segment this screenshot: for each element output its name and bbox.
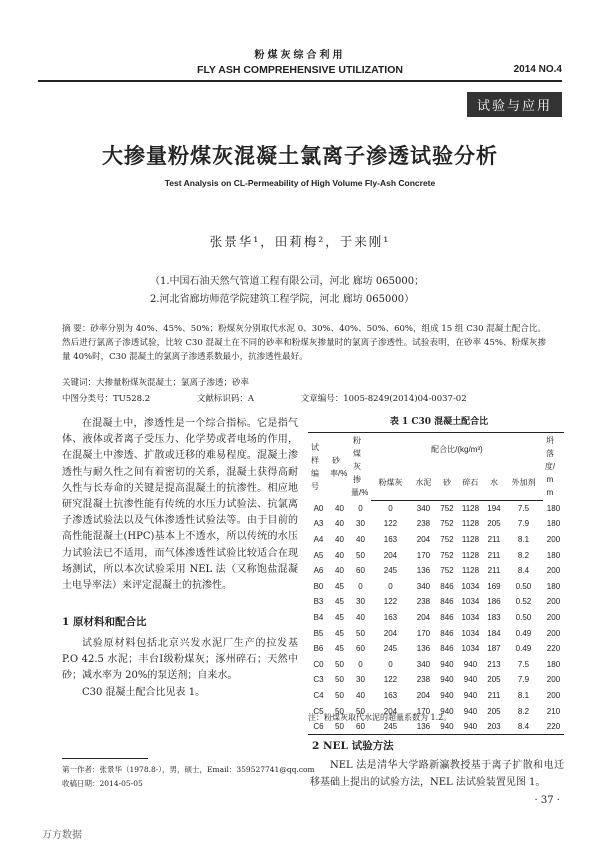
table-cell: 1034: [461, 628, 480, 638]
table-cell: 40: [356, 612, 365, 622]
table-cell: 30: [356, 519, 365, 529]
table-cell: 0: [388, 659, 393, 669]
table-cell: 40: [335, 550, 344, 560]
table-cell: 200: [546, 566, 561, 576]
table-cell: 45: [335, 644, 344, 654]
table-cell: 245: [383, 566, 398, 576]
sub-header: 外加剂: [504, 466, 543, 500]
table-cell: 170: [416, 628, 431, 638]
table-cell: 940: [440, 675, 454, 685]
table-cell: 205: [487, 675, 501, 685]
table-cell: B4: [313, 612, 324, 622]
table-cell: 200: [546, 675, 561, 685]
table-title: 表 1 C30 混凝土配合比: [389, 417, 489, 427]
table-cell: 7.5: [517, 659, 530, 669]
issue-number: 2014 NO.4: [513, 64, 562, 75]
table-cell: 50: [329, 719, 350, 735]
table-cell: 40: [335, 519, 344, 529]
sub-header: 水泥: [410, 466, 437, 500]
affiliation-2: 2.河北省廊坊师范学院建筑工程学院，河北 廊坊 065000）: [150, 294, 415, 305]
table-cell: 204: [383, 628, 398, 638]
table-cell: 186: [487, 597, 501, 607]
table-row: [308, 610, 564, 626]
table-cell: 136: [416, 644, 431, 654]
table-cell: 1128: [461, 534, 480, 544]
table-cell: 203: [484, 719, 504, 735]
table-cell: 940: [437, 719, 457, 735]
table-cell: 183: [487, 612, 501, 622]
table-row: [308, 625, 564, 641]
table-cell: 204: [383, 706, 398, 716]
table-cell: 50: [335, 675, 344, 685]
table-cell: 1034: [461, 597, 480, 607]
table-cell: 163: [383, 690, 398, 700]
header-rule: [38, 80, 562, 82]
table-cell: 200: [546, 690, 561, 700]
table-cell: 7.9: [517, 519, 530, 529]
table-cell: 200: [546, 628, 561, 638]
table-row: [308, 500, 564, 516]
table-cell: 8.4: [517, 566, 530, 576]
table-cell: 0: [358, 581, 363, 591]
table-cell: A3: [313, 519, 324, 529]
table-cell: B5: [313, 628, 324, 638]
journal-name-en: FLY ASH COMPREHENSIVE UTILIZATION: [197, 64, 403, 76]
table-cell: 211: [487, 690, 501, 700]
table-cell: 204: [416, 612, 431, 622]
doc-code: 文献标识码：A: [196, 394, 255, 404]
table-cell: 211: [487, 566, 501, 576]
col-header-mix: 配合比/(kg/m³): [371, 433, 543, 467]
intro-paragraph: 在混凝土中，渗透性是一个综合指标。它是指气体、液体或者离子受压力、化学势或者电场的作用，在混凝土中渗透、扩散或迁移的难易程度。混凝土渗透性与耐久性之间有着密切的关系，混凝土获得高耐久性与长寿命的关键是提高混凝土的抗渗性。相应地研究混凝土抗渗性能有传统的水压力试验法、抗氯离子渗透试验法以及气体渗透性试验法等。由于目前的高性能混凝土(HPC)基本上不透水，所以传统的水压力试验法已不适用，而气体渗透性试验比较适合在现场测试，所以本次试验采用 NEL 法（又称饱盐混凝土电导率法）来评定混凝土的抗渗性。: [62, 418, 298, 592]
table-cell: 50: [335, 659, 344, 669]
table-cell: 340: [416, 659, 431, 669]
table-cell: 200: [546, 597, 561, 607]
table-cell: 122: [383, 597, 398, 607]
table-row: [308, 594, 564, 610]
table-cell: 752: [440, 534, 454, 544]
table-cell: 0: [388, 503, 393, 513]
table-cell: 8.1: [517, 534, 530, 544]
abstract: 摘 要：砂率分别为 40%、45%、50%；粉煤灰分别取代水泥 0、30%、40%、50%、60%，组成 15 组 C30 混凝土配合比。然后进行氯离子渗透试验，比较 C30 混凝土在不同的砂率和粉煤灰掺量时的氯离子渗透性。试验表明，在砂率 45%、粉煤灰掺量 40%时，C30 混凝土的氯离子渗透系数最小，抗渗透性最好。: [62, 324, 546, 362]
table-cell: A0: [313, 503, 324, 513]
table-cell: C0: [313, 659, 324, 669]
section-2-heading: 2 NEL 试验方法: [312, 740, 394, 752]
table-cell: 846: [440, 612, 454, 622]
table-cell: 40: [335, 534, 344, 544]
table-cell: 220: [543, 719, 564, 735]
table-cell: 204: [416, 690, 431, 700]
table-cell: 220: [546, 644, 561, 654]
keywords: 关键词：大掺量粉煤灰混凝土；氯离子渗透；砂率: [62, 378, 250, 388]
table-cell: 8.4: [504, 719, 543, 735]
table-cell: 170: [416, 550, 431, 560]
table-cell: 752: [440, 519, 454, 529]
table-row: [308, 516, 564, 532]
table-cell: 136: [410, 719, 437, 735]
table-cell: 340: [416, 503, 431, 513]
table-cell: 940: [463, 706, 478, 716]
table-cell: A4: [313, 534, 324, 544]
table-cell: 60: [356, 644, 365, 654]
table-cell: 238: [416, 675, 431, 685]
table-cell: C6: [308, 719, 329, 735]
table-cell: 7.9: [517, 675, 530, 685]
table-cell: 940: [457, 719, 484, 735]
table-cell: 245: [383, 644, 398, 654]
table-cell: 846: [440, 597, 454, 607]
table-cell: 8.2: [517, 706, 530, 716]
col-header-flyash: 粉煤灰掺量/%: [350, 436, 369, 497]
paper-title-en: Test Analysis on CL-Permeability of High Volume Fly-Ash Concrete: [164, 178, 436, 188]
table-cell: 50: [356, 706, 365, 716]
table-cell: C4: [313, 690, 324, 700]
sub-header: 水: [484, 466, 504, 500]
table-cell: 213: [487, 659, 501, 669]
table-cell: 205: [487, 519, 501, 529]
table-row: [308, 547, 564, 563]
table-cell: 170: [416, 706, 431, 716]
table-cell: C3: [313, 675, 324, 685]
table-cell: 180: [546, 519, 561, 529]
table-cell: 210: [546, 706, 561, 716]
mix-proportion-table: [308, 432, 564, 735]
table-cell: 122: [383, 675, 398, 685]
table-cell: 163: [383, 534, 398, 544]
table-cell: 752: [440, 550, 454, 560]
table-cell: 60: [350, 719, 371, 735]
table-row: [308, 656, 564, 672]
table-cell: 136: [416, 566, 431, 576]
section-tag: 试验与应用: [467, 92, 562, 117]
journal-name-cn: 粉煤灰综合利用: [254, 50, 346, 61]
table-cell: 752: [440, 503, 454, 513]
table-cell: 187: [487, 644, 501, 654]
col-header-sand-ratio: 砂率/%: [329, 455, 348, 478]
table-cell: 940: [463, 659, 478, 669]
table-cell: 45: [335, 581, 344, 591]
table-row: [308, 641, 564, 657]
table-cell: 1128: [461, 566, 480, 576]
table-cell: 238: [416, 597, 431, 607]
table-cell: 1034: [461, 612, 480, 622]
table-cell: 940: [440, 659, 454, 669]
table-cell: 0.49: [515, 644, 532, 654]
table-cell: 940: [440, 690, 454, 700]
table-cell: 60: [356, 566, 365, 576]
table-cell: 940: [463, 675, 478, 685]
table-cell: 50: [356, 628, 365, 638]
table-row: [308, 688, 564, 704]
table-cell: 0: [358, 503, 363, 513]
table-cell: 45: [335, 628, 344, 638]
table-cell: 752: [440, 566, 454, 576]
table-cell: 940: [440, 706, 454, 716]
table-cell: 211: [487, 550, 501, 560]
article-number: 文章编号：1005-8249(2014)04-0037-02: [300, 394, 467, 404]
table-cell: C5: [313, 706, 324, 716]
section-2-paragraph: NEL 法是清华大学路新瀛教授基于离子扩散和电迁移基础上提出的试验方法，NEL 法试验装置见图 1。: [310, 760, 564, 788]
section-1-paragraph: 试验原材料包括北京兴发水泥厂生产的拉发基 P.O 42.5 水泥；丰台Ⅰ级粉煤灰；涿州碎石；天然中砂；减水率为 20%的泵送剂；自来水。 C30 混凝土配合比见表 1。: [62, 638, 298, 698]
page-number: · 37 ·: [534, 795, 560, 806]
table-cell: 50: [335, 706, 344, 716]
table-cell: 200: [546, 534, 561, 544]
table-cell: 1128: [461, 519, 480, 529]
table-row: [308, 578, 564, 594]
col-header-id: 试样编号: [311, 442, 319, 491]
table-cell: 180: [546, 503, 561, 513]
table-cell: 40: [335, 566, 344, 576]
table-cell: 0.49: [515, 628, 532, 638]
table-row: [308, 563, 564, 579]
table-cell: 184: [487, 628, 501, 638]
table-cell: 40: [356, 534, 365, 544]
table-cell: 340: [416, 581, 431, 591]
table-cell: 200: [546, 612, 561, 622]
table-cell: 238: [416, 519, 431, 529]
table-cell: 30: [356, 597, 365, 607]
table-cell: 122: [383, 519, 398, 529]
paper-title: 大掺量粉煤灰混凝土氯离子渗透试验分析: [102, 143, 498, 168]
table-cell: 30: [356, 675, 365, 685]
table-cell: B3: [313, 597, 324, 607]
table-cell: 1034: [461, 644, 480, 654]
table-cell: 50: [356, 550, 365, 560]
table-row: [308, 532, 564, 548]
section-1-heading: 1 原材料和配合比: [62, 616, 147, 628]
sub-header: 碎石: [457, 466, 484, 500]
table-row: [308, 672, 564, 688]
table-cell: 0.50: [515, 581, 532, 591]
table-cell: 40: [356, 690, 365, 700]
table-cell: 204: [416, 534, 431, 544]
table-cell: 846: [440, 644, 454, 654]
table-cell: 205: [487, 706, 501, 716]
classification: [62, 392, 546, 404]
table-cell: 204: [383, 550, 398, 560]
table-cell: 45: [335, 597, 344, 607]
table-cell: 1128: [461, 550, 480, 560]
table-cell: 180: [546, 659, 561, 669]
table-cell: 1034: [461, 581, 480, 591]
table-cell: 0: [388, 581, 393, 591]
sub-header: 砂: [437, 466, 457, 500]
table-cell: 1128: [461, 503, 480, 513]
table-cell: 7.5: [517, 503, 530, 513]
col-header-slump: 坍落度/mm: [544, 436, 556, 497]
footnote-received: 收稿日期：2014-05-05: [62, 779, 143, 788]
affiliation-1: （1.中国石油天然气管道工程有限公司，河北 廊坊 065000；: [150, 276, 425, 287]
table-cell: 8.2: [517, 550, 530, 560]
table-note: 注：粉煤灰取代水泥的超量系数为 1.2。: [308, 713, 452, 722]
table-cell: A6: [313, 566, 324, 576]
table-cell: 846: [440, 581, 454, 591]
sub-header: 粉煤灰: [371, 466, 410, 500]
table-cell: A5: [313, 550, 324, 560]
table-cell: 194: [487, 503, 501, 513]
table-cell: 180: [546, 550, 561, 560]
footnote-rule: [62, 758, 148, 759]
table-cell: 0: [358, 659, 363, 669]
clc-number: 中图分类号：TU528.2: [62, 394, 151, 404]
table-cell: 245: [371, 719, 410, 735]
authors: 张景华¹，田莉梅²，于来刚¹: [209, 234, 391, 249]
table-cell: 940: [463, 690, 478, 700]
footnote-author: 第一作者：张景华（1978.8-），男，硕士，Email：359527741@qq.com: [62, 765, 315, 774]
table-cell: B0: [313, 581, 324, 591]
table-cell: 211: [487, 534, 501, 544]
table-cell: 50: [335, 690, 344, 700]
table-cell: 0.52: [515, 597, 532, 607]
table-cell: 163: [383, 612, 398, 622]
brand-watermark: 万方数据: [42, 830, 82, 841]
table-cell: 169: [487, 581, 501, 591]
table-cell: 8.1: [517, 690, 530, 700]
table-cell: 40: [335, 503, 344, 513]
table-cell: 180: [546, 581, 561, 591]
table-cell: 846: [440, 628, 454, 638]
table-cell: B6: [313, 644, 324, 654]
table-cell: 0.50: [515, 612, 532, 622]
table-cell: 45: [335, 612, 344, 622]
